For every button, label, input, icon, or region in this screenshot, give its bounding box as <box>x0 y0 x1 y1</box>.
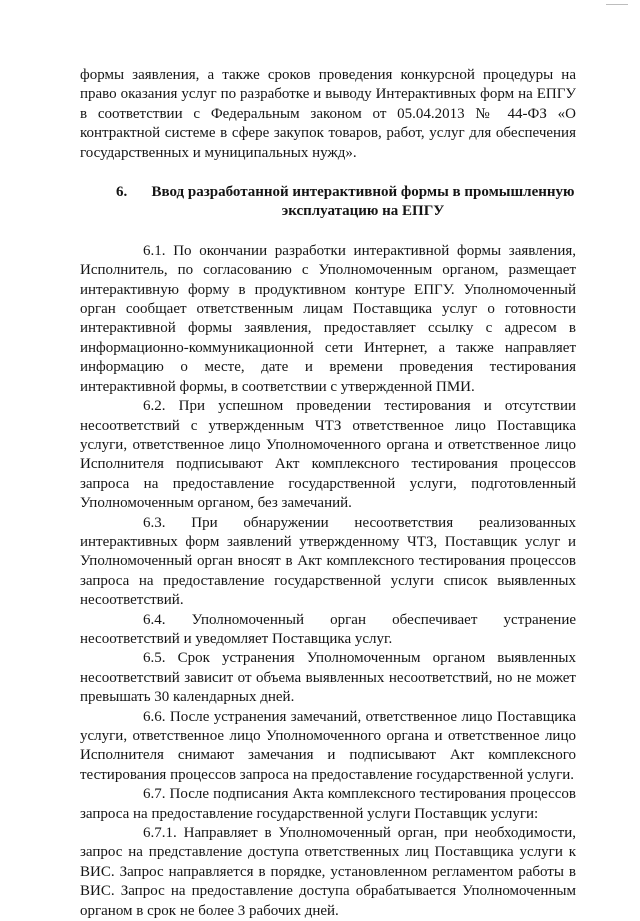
intro-paragraph: формы заявления, а также сроков проведения конкурсной процедуры на право оказания услуг по разработке и выводу Интерактивных форм на ЕПГУ в соответствии с Федеральным законом от 05.04.2013 № 44-ФЗ «О контрактной системе в сфере закупок товаров, работ, услуг для обеспечения государственных и муниципальных нужд». <box>80 67 576 161</box>
paragraph-6-2: 6.2. При успешном проведении тестирования и отсутствии несоответствий с утвержденным ЧТЗ ответственное лицо Поставщика услуги, ответственное лицо Уполномоченного органа и ответственное лицо Исполнителя подписывают Акт комплексного тестирования процессов запроса на предоставление государственной услуги, подготовленный Уполномоченным органом, без замечаний. <box>80 398 576 512</box>
corner-scan-mark <box>606 4 628 5</box>
paragraph-6-7: 6.7. После подписания Акта комплексного тестирования процессов запроса на предоставление государственной услуги Поставщик услуги: <box>80 786 576 822</box>
paragraph-6-3: 6.3. При обнаружении несоответствия реализованных интерактивных форм заявлений утвержденному ЧТЗ, Поставщик услуг и Уполномоченный орган вносят в Акт комплексного тестирования процессов запроса на предоставление государственной услуги список выявленных несоответствий. <box>80 514 576 609</box>
paragraph-6-1: 6.1. По окончании разработки интерактивной формы заявления, Исполнитель, по согласованию с Уполномоченным органом, размещает интерактивную форму в продуктивном контуре ЕПГУ. Уполномоченный орган сообщает ответственным лицам Поставщика услуг о готовности интерактивной формы заявления, предоставляет ссылку с адресом в информационно-коммуникационной сети Интернет, а также направляет информацию о месте, дате и времени проведения тестирования интерактивной формы, в соответствии с утвержденной ПМИ. <box>80 242 576 395</box>
paragraph-6-6: 6.6. После устранения замечаний, ответственное лицо Поставщика услуги, ответственное лицо Уполномоченного органа и ответственное лицо Исполнителя снимают замечания и подписывают Акт комплексного тестирования процессов запроса на предоставление государственной услуги. <box>80 708 576 783</box>
paragraph-6-5: 6.5. Срок устранения Уполномоченным органом выявленных несоответствий зависит от объема выявленных несоответствий, но не может превышать 30 календарных дней. <box>80 650 576 706</box>
section-heading <box>80 183 576 222</box>
document-page <box>80 66 576 921</box>
section-number: 6. <box>116 184 128 201</box>
section-title: Ввод разработанной интерактивной формы в промышленную эксплуатацию на ЕПГУ <box>151 184 575 220</box>
paragraph-6-7-1: 6.7.1. Направляет в Уполномоченный орган, при необходимости, запрос на представление доступа ответственных лиц Поставщика услуги к ВИС. Запрос направляется в порядке, установленном регламентом работы в ВИС. Запрос на предоставление доступа обрабатывается Уполномоченным органом в срок не более 3 рабочих дней. <box>80 825 576 919</box>
paragraph-6-4: 6.4. Уполномоченный орган обеспечивает устранение несоответствий и уведомляет Поставщика услуг. <box>80 611 576 647</box>
